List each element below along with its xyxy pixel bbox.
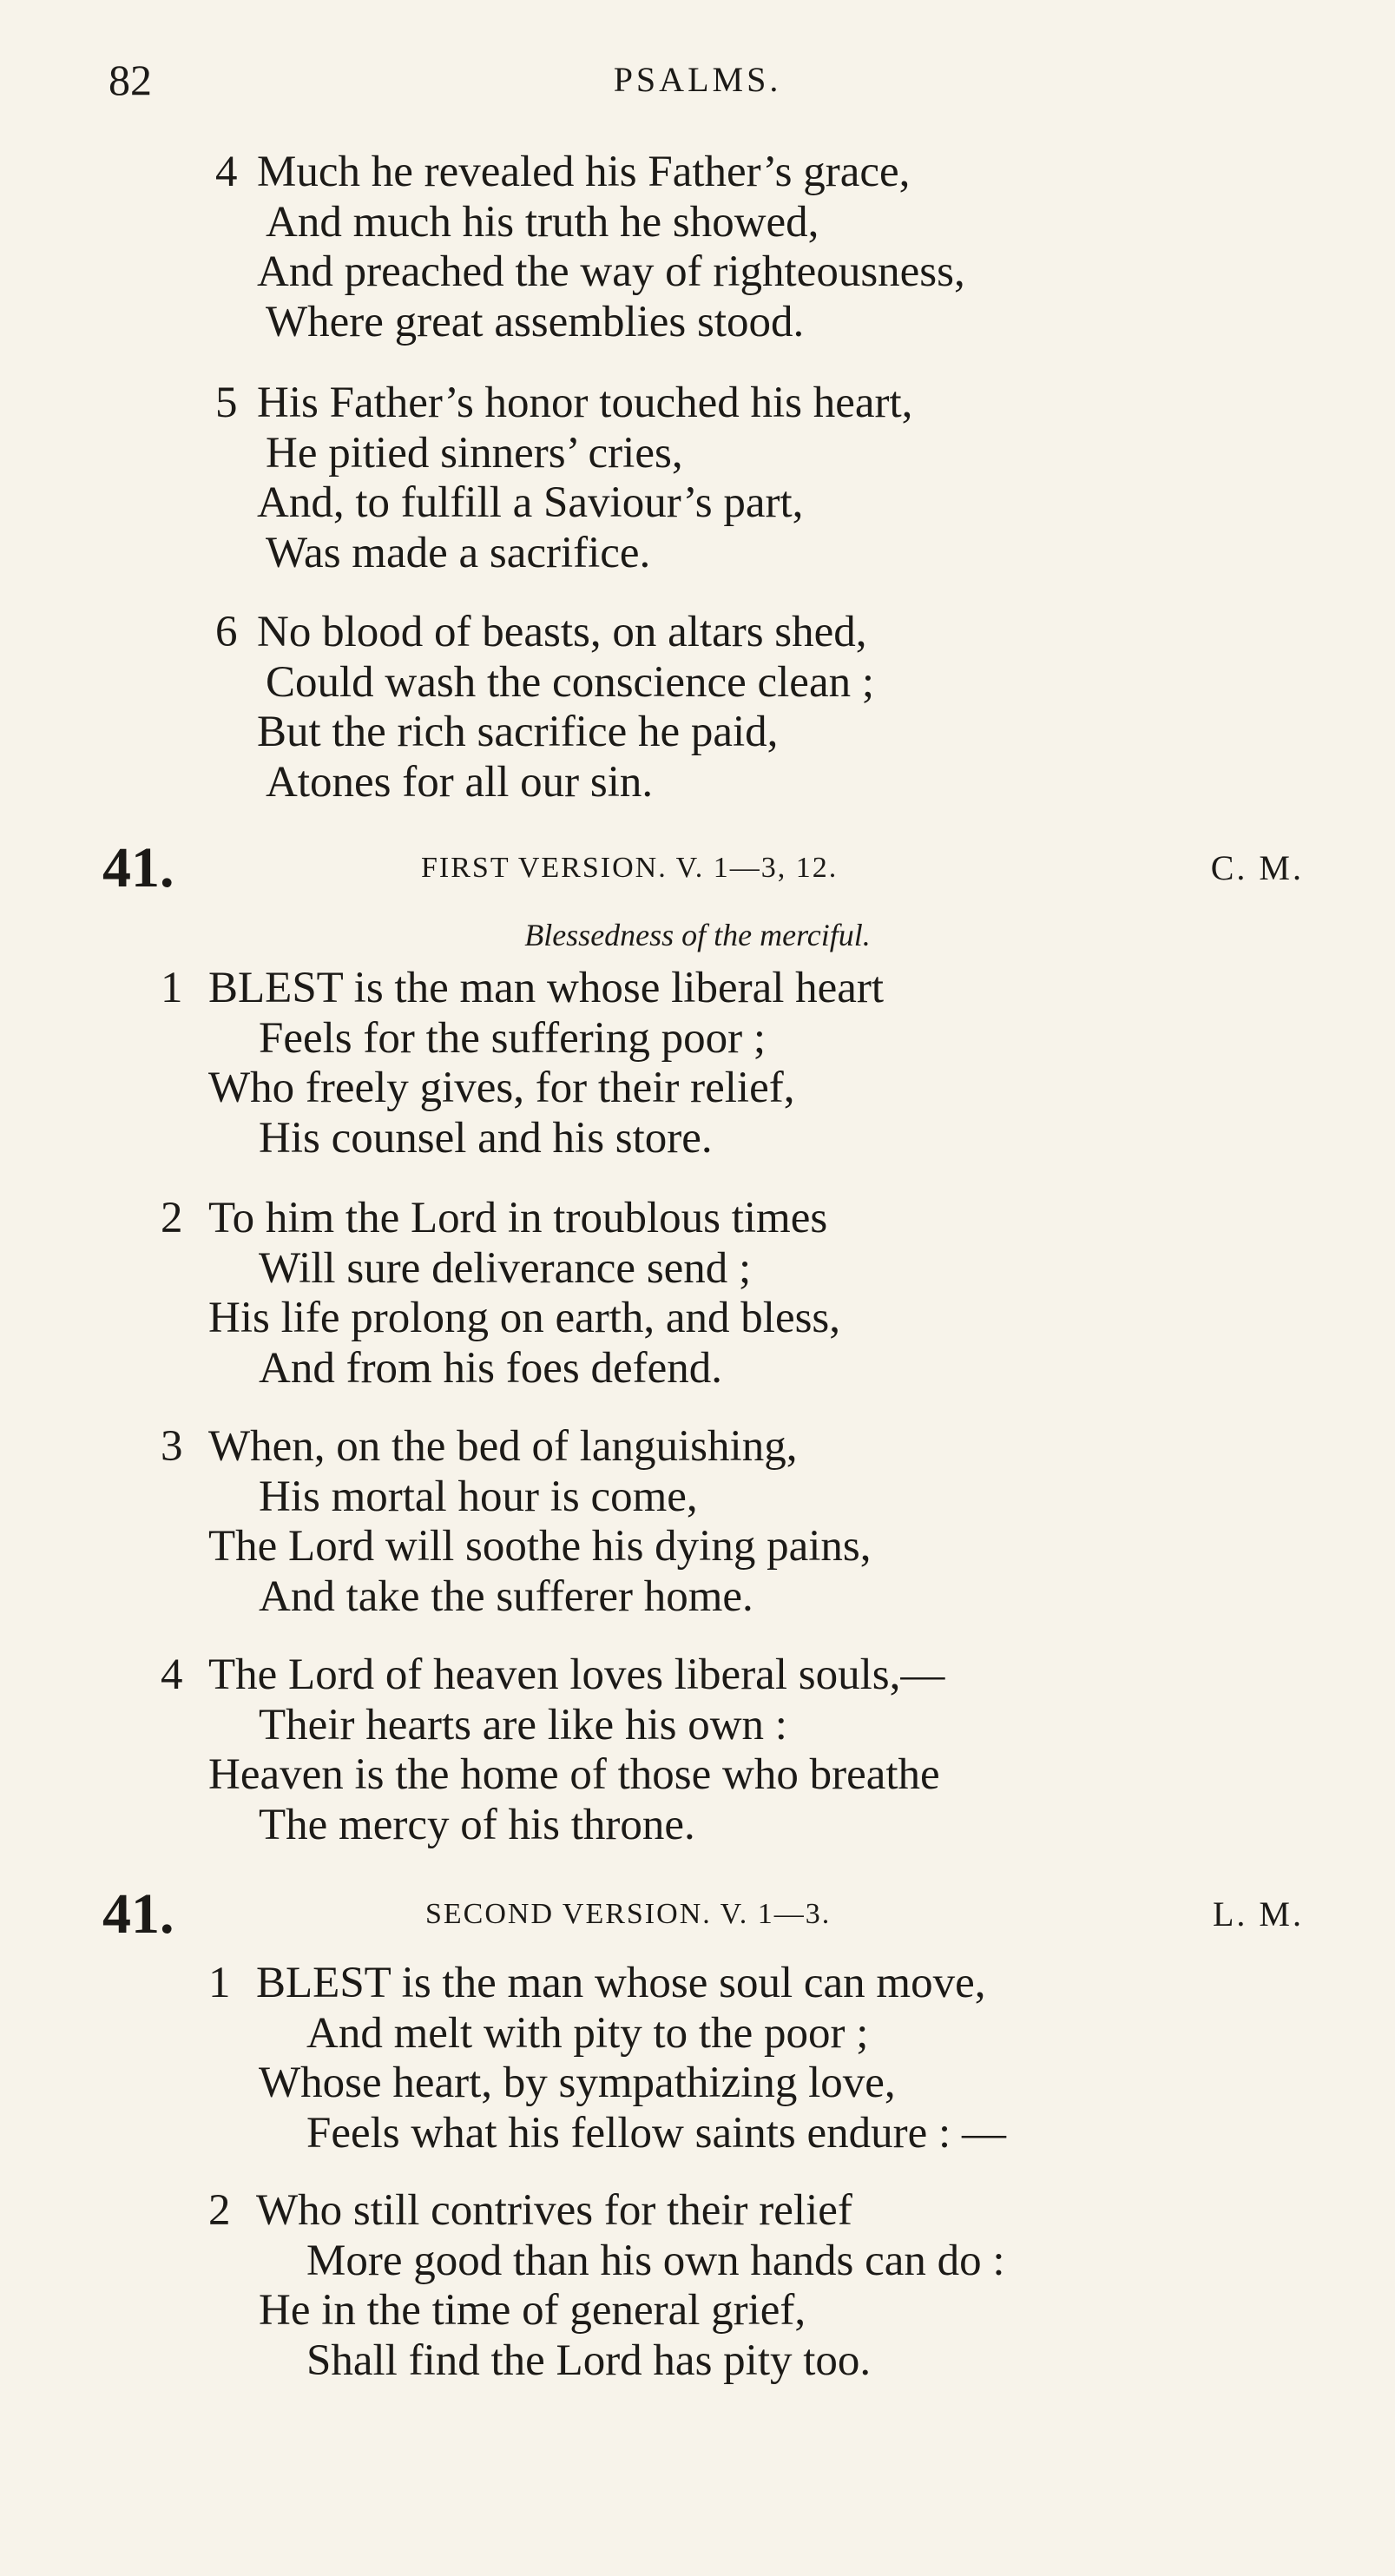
psalm-number: 41.: [102, 836, 174, 899]
meter-label: C. M.: [1210, 848, 1304, 887]
stanza-2-second: [208, 2186, 1005, 2386]
verse-number: 6: [215, 608, 238, 656]
verse-line: Much he revealed his Father’s grace,: [257, 148, 911, 196]
psalm-heading-second: [0, 1884, 1395, 1945]
verse-line: Shall find the Lord has pity too.: [306, 2336, 872, 2385]
page-number: 82: [109, 56, 152, 104]
verse-line: Whose heart, by sympathizing love,: [259, 2059, 896, 2107]
verse-line: And take the sufferer home.: [259, 1571, 753, 1621]
verse-line: And melt with pity to the poor ;: [306, 2008, 869, 2058]
stanza-2: [161, 1194, 840, 1393]
verse-number: 3: [161, 1422, 183, 1471]
verse-line: But the rich sacrifice he paid,: [257, 708, 779, 756]
stanza-4: [161, 1650, 944, 1850]
verse-line: Was made a sacrifice.: [266, 528, 651, 577]
verse-line: BLEST is the man whose soul can move,: [256, 1959, 986, 2007]
verse-number: 1: [208, 1959, 231, 2007]
verse-line: Their hearts are like his own :: [259, 1700, 787, 1749]
verse-line: BLEST is the man whose liberal heart: [208, 964, 885, 1012]
verse-line: No blood of beasts, on altars shed,: [257, 608, 867, 656]
version-label: FIRST VERSION. V. 1—3, 12.: [421, 852, 839, 884]
stanza-3: [161, 1422, 872, 1622]
version-label: SECOND VERSION. V. 1—3.: [425, 1898, 832, 1930]
verse-line: His counsel and his store.: [259, 1113, 713, 1163]
verse-number: 1: [161, 964, 183, 1012]
verse-line: His mortal hour is come,: [259, 1472, 698, 1521]
stanza-5-continued: [215, 379, 912, 578]
verse-line: And preached the way of righteousness,: [257, 247, 965, 296]
verse-line: The Lord of heaven loves liberal souls,—: [208, 1650, 945, 1699]
psalm-number: 41.: [102, 1882, 174, 1946]
verse-number: 4: [215, 148, 238, 196]
verse-line: Feels what his fellow saints endure : —: [306, 2108, 1006, 2158]
verse-line: And, to fulfill a Saviour’s part,: [257, 478, 804, 527]
stanza-1-second: [208, 1959, 1006, 2158]
verse-line: Who still contrives for their relief: [256, 2186, 852, 2235]
verse-line: He in the time of general grief,: [259, 2286, 806, 2335]
verse-line: He pitied sinners’ cries,: [266, 428, 683, 478]
verse-line: His Father’s honor touched his heart,: [257, 379, 913, 427]
page-header: [0, 54, 1395, 106]
verse-number: 2: [208, 2186, 231, 2235]
verse-line: More good than his own hands can do :: [306, 2236, 1005, 2285]
verse-number: 2: [161, 1194, 183, 1242]
verse-line: Will sure deliverance send ;: [259, 1243, 752, 1293]
running-head: PSALMS.: [613, 60, 782, 99]
verse-number: 4: [161, 1650, 183, 1699]
verse-line: Feels for the suffering poor ;: [259, 1013, 767, 1063]
stanza-6-continued: [215, 608, 874, 807]
verse-line: His life prolong on earth, and bless,: [208, 1294, 841, 1342]
psalm-heading-first: [0, 838, 1395, 899]
verse-number: 5: [215, 379, 238, 427]
verse-line: The mercy of his throne.: [259, 1800, 695, 1849]
verse-line: Who freely gives, for their relief,: [208, 1064, 795, 1112]
verse-line: When, on the bed of languishing,: [208, 1422, 798, 1471]
verse-line: And from his foes defend.: [259, 1343, 722, 1393]
meter-label: L. M.: [1213, 1894, 1304, 1934]
verse-line: To him the Lord in troublous times: [208, 1194, 828, 1242]
verse-line: The Lord will soothe his dying pains,: [208, 1522, 872, 1571]
psalm-subtitle: Blessedness of the merciful.: [524, 918, 871, 952]
verse-line: And much his truth he showed,: [266, 197, 819, 247]
verse-line: Heaven is the home of those who breathe: [208, 1750, 940, 1799]
verse-line: Atones for all our sin.: [266, 757, 654, 807]
stanza-4-continued: [215, 148, 965, 347]
verse-line: Where great assemblies stood.: [266, 297, 805, 346]
verse-line: Could wash the conscience clean ;: [266, 657, 875, 707]
stanza-1: [161, 964, 884, 1163]
